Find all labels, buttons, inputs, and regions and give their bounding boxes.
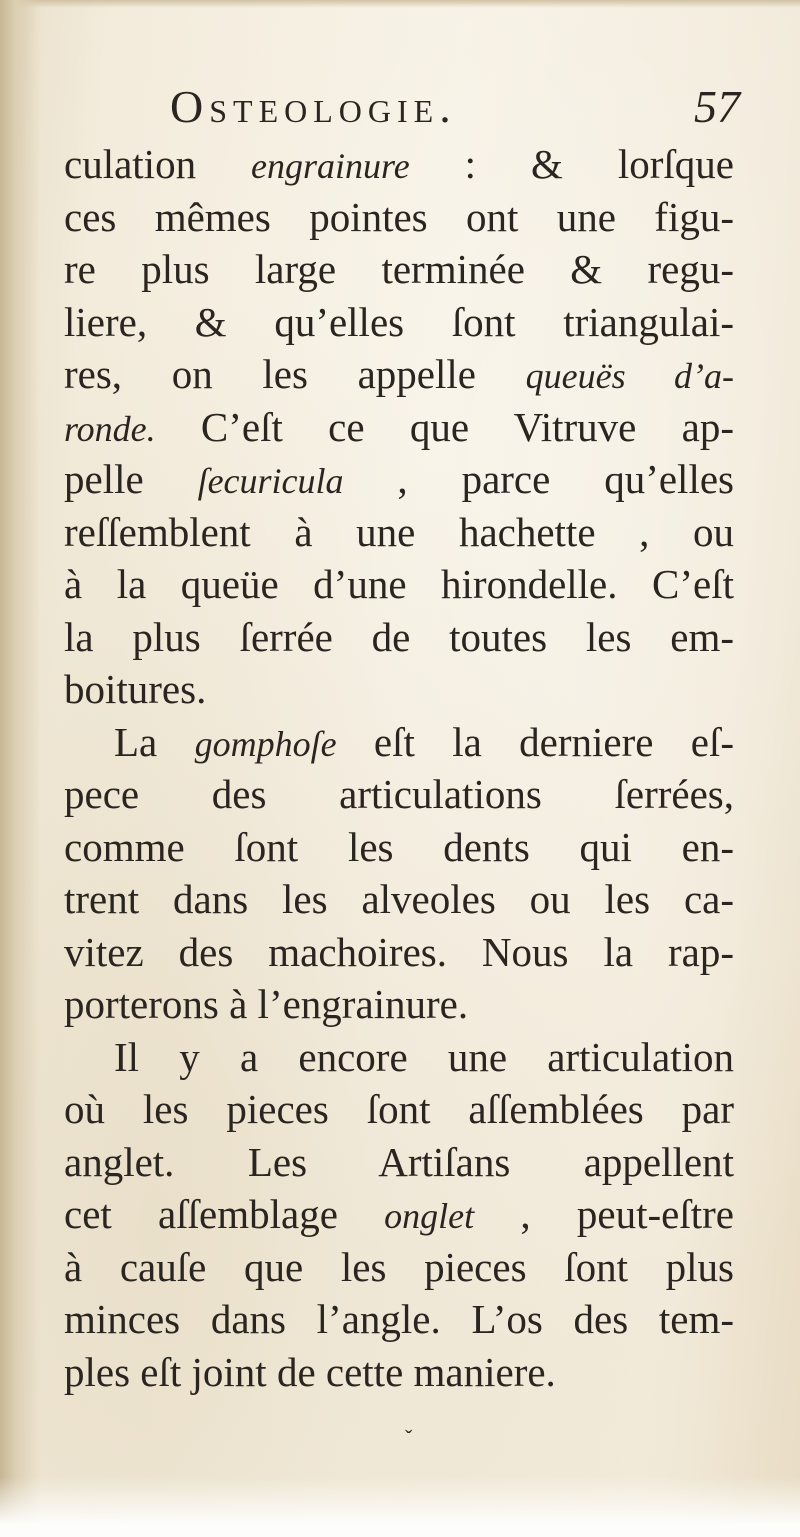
page-number: 57 — [694, 81, 740, 132]
text-segment: C’eſt ce que Vitruve ap- — [155, 403, 734, 450]
text-segment: où les pieces ſont aſſemblées par — [64, 1086, 734, 1132]
text-segment: re plus large terminée & regu- — [64, 246, 734, 292]
text-line — [64, 873, 734, 926]
italic-term: queuës d’a- — [525, 356, 734, 396]
italic-term: engrainure — [251, 146, 410, 186]
text-segment: à la queüe d’une hirondelle. C’eſt — [64, 561, 734, 607]
running-head: Osteologie. — [170, 81, 457, 132]
text-segment: minces dans l’angle. L’os des tem- — [64, 1296, 734, 1342]
text-line — [64, 558, 734, 611]
text-line — [64, 1293, 734, 1346]
text-segment: cet aſſemblage — [64, 1191, 385, 1237]
text-segment: à cauſe que les pieces ſont plus — [64, 1243, 734, 1290]
text-segment: comme ſont les dents qui en- — [64, 823, 734, 870]
text-line — [64, 1136, 734, 1189]
text-segment: pece des articulations ſerrées, — [64, 771, 734, 817]
text-segment: trent dans les alveoles ou les ca- — [64, 876, 734, 922]
text-line — [64, 926, 734, 979]
text-segment: culation — [64, 141, 252, 187]
italic-term: gomphoſe — [194, 723, 337, 764]
body-text — [64, 138, 734, 1398]
text-segment: res, on les appelle — [64, 351, 526, 397]
text-segment: La — [114, 718, 195, 765]
italic-term: onglet — [384, 1196, 475, 1236]
text-line — [64, 1188, 734, 1241]
text-line — [64, 401, 734, 454]
text-line — [64, 1083, 734, 1136]
text-line — [64, 348, 734, 401]
text-line — [64, 506, 734, 559]
text-segment: ples eſt joint de cette maniere. — [64, 1348, 556, 1395]
text-segment: vitez des machoires. Nous la rap- — [64, 928, 734, 975]
page-edge-bottom — [0, 1477, 800, 1537]
italic-term: ſecuricula — [197, 461, 344, 501]
text-line — [64, 191, 734, 244]
text-segment: la plus ſerrée de toutes les em- — [64, 613, 734, 660]
footer-ornament: ˇ — [405, 1425, 413, 1450]
italic-term: ronde. — [64, 408, 156, 449]
text-line — [64, 611, 734, 664]
text-line — [64, 453, 734, 506]
text-segment: , parce qu’elles — [343, 456, 734, 502]
text-segment: porterons à l’engrainure. — [64, 981, 469, 1027]
text-segment: reſſemblent à une hachette , ou — [64, 508, 734, 555]
page-header — [170, 80, 740, 140]
text-segment: ces mêmes pointes ont une figu- — [64, 193, 734, 240]
text-segment: liere, & qu’elles ſont triangulai- — [64, 298, 734, 345]
page-edge-left — [0, 0, 40, 1537]
text-segment: Il y a encore une articulation — [114, 1033, 734, 1080]
text-segment: pelle — [64, 456, 198, 502]
page-edge-top — [0, 0, 800, 8]
text-line — [64, 1241, 734, 1294]
text-segment: anglet. Les Artiſans appellent — [64, 1138, 734, 1185]
text-line — [64, 1346, 734, 1399]
text-line — [64, 296, 734, 349]
text-line — [64, 663, 734, 716]
text-line — [64, 768, 734, 821]
text-line — [64, 716, 734, 769]
text-line — [64, 138, 734, 191]
text-segment: eſt la derniere eſ- — [336, 718, 734, 765]
text-segment: : & lorſque — [409, 141, 734, 187]
text-line — [64, 821, 734, 874]
text-line — [64, 243, 734, 296]
text-segment: boitures. — [64, 666, 207, 712]
text-line — [64, 978, 734, 1031]
text-line — [64, 1031, 734, 1084]
text-segment: , peut-eſtre — [474, 1191, 734, 1237]
